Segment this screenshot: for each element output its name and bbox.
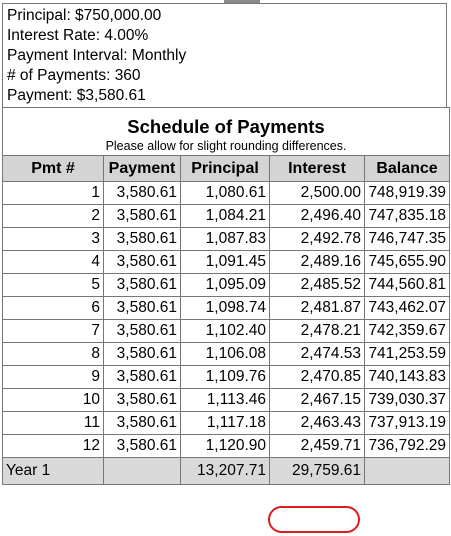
balance-cell: 737,913.19 — [365, 412, 450, 435]
payment-cell: 3,580.61 — [104, 205, 181, 228]
balance-cell: 741,253.59 — [365, 343, 450, 366]
principal-cell: 1,117.18 — [181, 412, 270, 435]
balance-cell: 740,143.83 — [365, 366, 450, 389]
interest-cell: 2,463.43 — [270, 412, 365, 435]
table-row — [3, 435, 450, 458]
principal-cell: 1,102.40 — [181, 320, 270, 343]
balance-cell: 745,655.90 — [365, 251, 450, 274]
payment-cell: 3,580.61 — [104, 182, 181, 205]
balance-cell: 748,919.39 — [365, 182, 450, 205]
payment-text: Payment: $3,580.61 — [7, 87, 146, 104]
column-header-interest: Interest — [270, 156, 365, 182]
balance-cell: 736,792.29 — [365, 435, 450, 458]
interest-cell: 2,489.16 — [270, 251, 365, 274]
pmt-number-cell: 4 — [3, 251, 104, 274]
payment-cell: 3,580.61 — [104, 274, 181, 297]
table-row — [3, 182, 450, 205]
principal-cell: 1,109.76 — [181, 366, 270, 389]
balance-cell: 743,462.07 — [365, 297, 450, 320]
table-row — [3, 343, 450, 366]
column-header-pmt: Pmt # — [3, 156, 104, 182]
interest-cell: 2,459.71 — [270, 435, 365, 458]
balance-cell: 747,835.18 — [365, 205, 450, 228]
table-header-row — [3, 156, 450, 182]
table-row — [3, 297, 450, 320]
pmt-number-cell: 3 — [3, 228, 104, 251]
payment-cell: 3,580.61 — [104, 320, 181, 343]
principal-cell: 1,106.08 — [181, 343, 270, 366]
payment-cell: 3,580.61 — [104, 389, 181, 412]
payment-cell: 3,580.61 — [104, 228, 181, 251]
pmt-number-cell: 10 — [3, 389, 104, 412]
principal-cell: 1,084.21 — [181, 205, 270, 228]
table-row — [3, 228, 450, 251]
year-total-row — [3, 458, 450, 485]
payment-cell: 3,580.61 — [104, 343, 181, 366]
year-total-principal: 13,207.71 — [181, 458, 270, 485]
payment-cell: 3,580.61 — [104, 412, 181, 435]
interest-cell: 2,485.52 — [270, 274, 365, 297]
principal-cell: 1,091.45 — [181, 251, 270, 274]
table-row — [3, 389, 450, 412]
payment-cell: 3,580.61 — [104, 435, 181, 458]
year-total-payment — [104, 458, 181, 485]
payment-cell: 3,580.61 — [104, 297, 181, 320]
interest-rate-text: Interest Rate: 4.00% — [7, 27, 149, 44]
pmt-number-cell: 11 — [3, 412, 104, 435]
interest-cell: 2,500.00 — [270, 182, 365, 205]
table-row — [3, 320, 450, 343]
table-row — [3, 366, 450, 389]
pmt-number-cell: 1 — [3, 182, 104, 205]
interest-cell: 2,467.15 — [270, 389, 365, 412]
principal-cell: 1,095.09 — [181, 274, 270, 297]
pmt-number-cell: 5 — [3, 274, 104, 297]
principal-cell: 1,087.83 — [181, 228, 270, 251]
table-row — [3, 251, 450, 274]
interest-cell: 2,496.40 — [270, 205, 365, 228]
balance-cell: 739,030.37 — [365, 389, 450, 412]
schedule-title: Schedule of Payments — [127, 116, 325, 137]
interest-cell: 2,470.85 — [270, 366, 365, 389]
table-row — [3, 412, 450, 435]
interest-cell: 2,474.53 — [270, 343, 365, 366]
loan-summary — [2, 3, 447, 107]
balance-cell: 744,560.81 — [365, 274, 450, 297]
pmt-number-cell: 8 — [3, 343, 104, 366]
highlight-circle-annotation — [268, 506, 360, 533]
principal-cell: 1,098.74 — [181, 297, 270, 320]
column-header-balance: Balance — [365, 156, 450, 182]
payment-schedule-table — [2, 107, 450, 485]
balance-cell: 742,359.67 — [365, 320, 450, 343]
column-header-principal: Principal — [181, 156, 270, 182]
column-header-payment: Payment — [104, 156, 181, 182]
principal-text: Principal: $750,000.00 — [7, 7, 162, 24]
payment-cell: 3,580.61 — [104, 251, 181, 274]
interest-cell: 2,478.21 — [270, 320, 365, 343]
interest-cell: 2,481.87 — [270, 297, 365, 320]
balance-cell: 746,747.35 — [365, 228, 450, 251]
year-total-interest: 29,759.61 — [270, 458, 365, 485]
pmt-number-cell: 9 — [3, 366, 104, 389]
principal-cell: 1,120.90 — [181, 435, 270, 458]
principal-cell: 1,080.61 — [181, 182, 270, 205]
year-total-balance — [365, 458, 450, 485]
pmt-number-cell: 6 — [3, 297, 104, 320]
payment-cell: 3,580.61 — [104, 366, 181, 389]
principal-cell: 1,113.46 — [181, 389, 270, 412]
interest-cell: 2,492.78 — [270, 228, 365, 251]
table-row — [3, 205, 450, 228]
pmt-number-cell: 2 — [3, 205, 104, 228]
table-row — [3, 274, 450, 297]
year-total-label: Year 1 — [3, 458, 104, 485]
pmt-number-cell: 12 — [3, 435, 104, 458]
schedule-title-cell — [3, 108, 450, 156]
payment-interval-text: Payment Interval: Monthly — [7, 47, 187, 64]
num-payments-text: # of Payments: 360 — [7, 67, 141, 84]
schedule-subtitle: Please allow for slight rounding differences. — [105, 139, 347, 153]
pmt-number-cell: 7 — [3, 320, 104, 343]
